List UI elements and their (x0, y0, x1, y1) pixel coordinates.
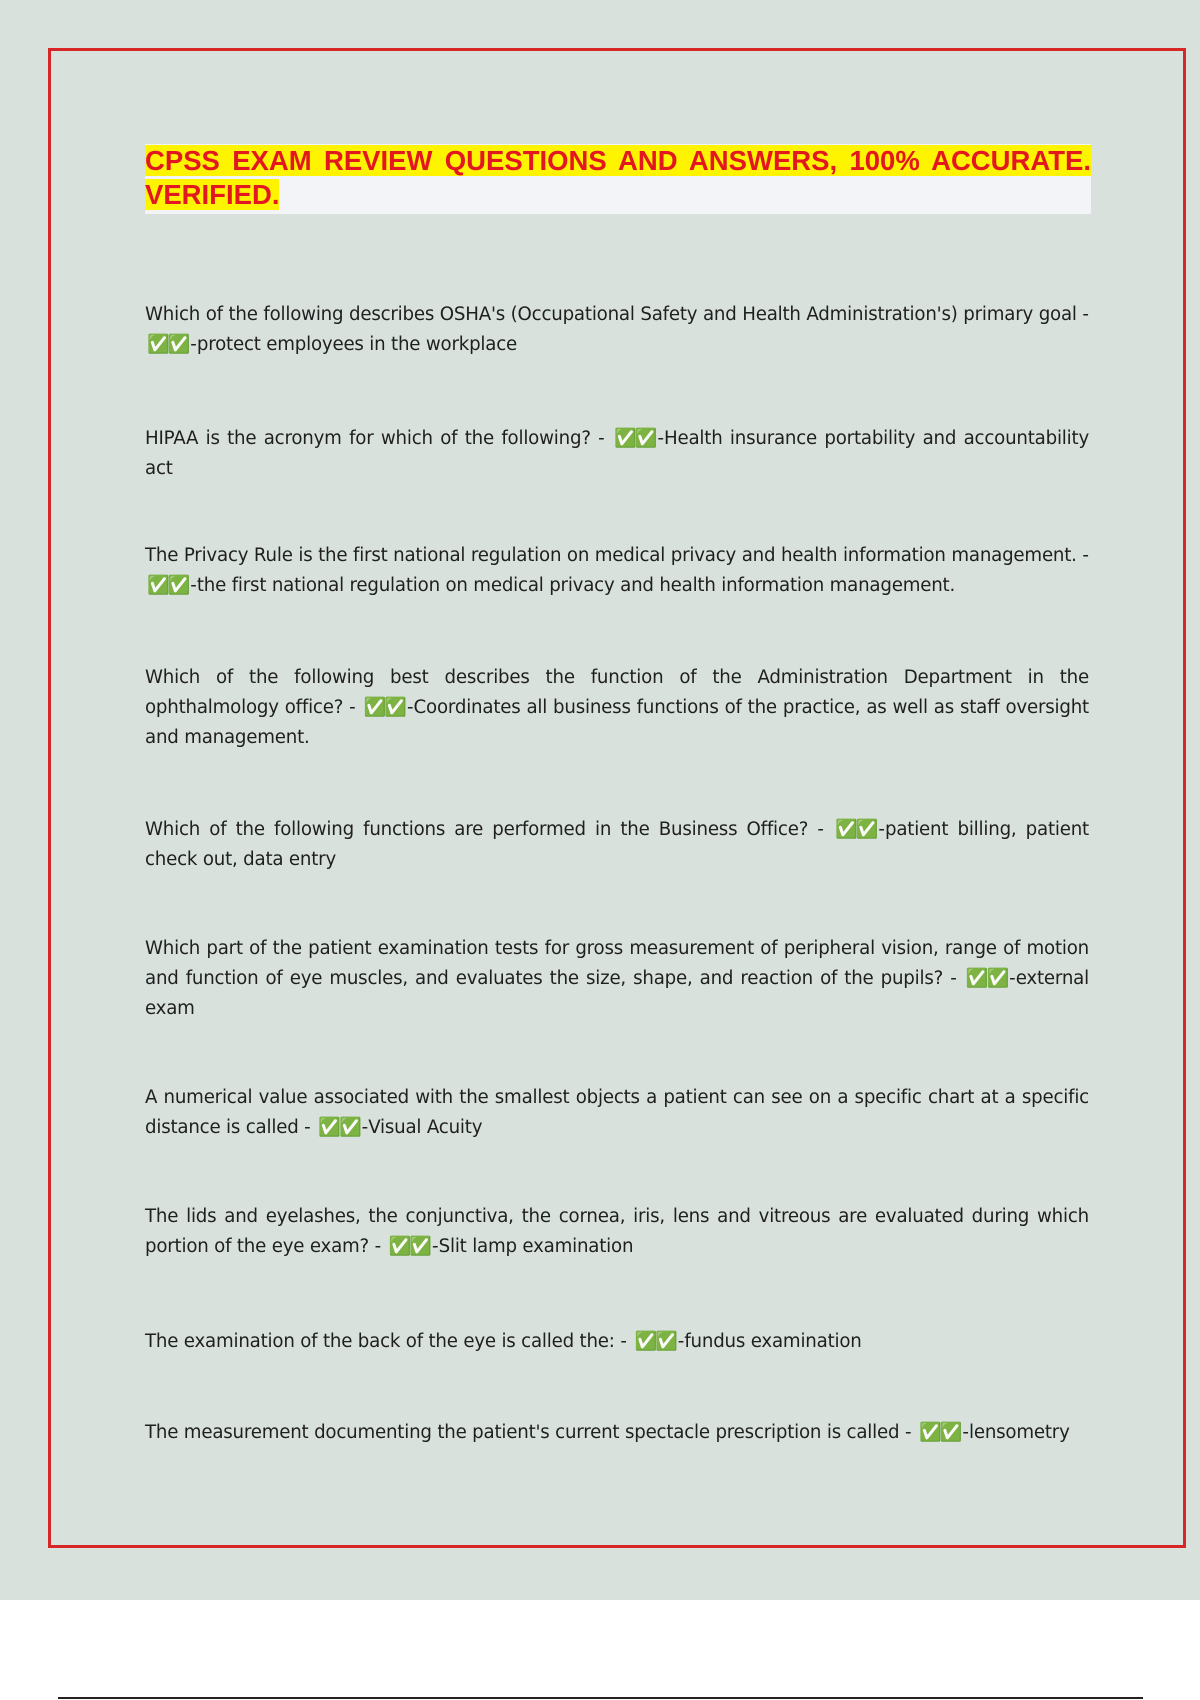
separator: - (1082, 545, 1089, 566)
question-text: Which part of the patient examination tests for gross measurement of peripheral vision, range of motion and function of eye muscles, and evaluates the size, shape, and reaction of the pupils? (145, 938, 1089, 989)
double-checkmark-icon: ✅✅ (318, 1117, 360, 1138)
double-checkmark-icon: ✅✅ (835, 819, 877, 840)
answer-text: Health insurance portability and accountability act (145, 428, 1090, 479)
separator: - (878, 819, 885, 840)
separator: - (1082, 304, 1089, 325)
separator: - (817, 819, 824, 840)
double-checkmark-icon: ✅✅ (363, 697, 405, 718)
answer-text: external exam (145, 968, 1089, 1019)
qa-item-visual-acuity (145, 1083, 1089, 1143)
footer-rule (58, 1697, 1143, 1699)
double-checkmark-icon: ✅✅ (634, 1331, 676, 1352)
question-text: HIPAA is the acronym for which of the following? (145, 428, 591, 449)
separator: - (361, 1117, 369, 1138)
answer-text: the first national regulation on medical privacy and health information management. (196, 575, 956, 596)
question-text: The measurement documenting the patient's current spectacle prescription is called (145, 1422, 900, 1443)
double-checkmark-icon: ✅✅ (919, 1422, 961, 1443)
separator: - (904, 1422, 912, 1443)
answer-text: Visual Acuity (368, 1117, 483, 1138)
title-block (145, 144, 1091, 214)
qa-item-external-exam (145, 934, 1089, 1024)
separator: - (349, 697, 356, 718)
qa-item-administration (145, 663, 1089, 753)
question-text: The Privacy Rule is the first national regulation on medical privacy and health information management. (145, 545, 1077, 566)
separator: - (657, 428, 665, 449)
double-checkmark-icon: ✅✅ (965, 968, 1008, 989)
double-checkmark-icon: ✅✅ (614, 428, 656, 449)
double-checkmark-icon: ✅✅ (388, 1236, 431, 1257)
answer-text: protect employees in the workplace (196, 334, 518, 355)
qa-item-privacy-rule (145, 541, 1089, 601)
question-text: The examination of the back of the eye is called the: (145, 1331, 615, 1352)
question-text: Which of the following best describes the function of the Administration Department in the ophthalmology office? (145, 667, 1089, 718)
qa-item-osha (145, 300, 1089, 360)
separator: - (620, 1331, 627, 1352)
separator: - (190, 575, 197, 596)
page-border-frame (48, 48, 1186, 1548)
qa-item-lensometry (145, 1418, 1089, 1448)
question-text: Which of the following functions are performed in the Business Office? (145, 819, 809, 840)
answer-text: patient billing, patient check out, data entry (145, 819, 1089, 870)
separator: - (406, 697, 414, 718)
double-checkmark-icon: ✅✅ (147, 334, 189, 355)
separator: - (962, 1422, 969, 1443)
separator: - (1009, 968, 1016, 989)
answer-text: Slit lamp examination (438, 1236, 634, 1257)
qa-item-hipaa (145, 424, 1089, 484)
separator: - (190, 334, 197, 355)
separator: - (950, 968, 957, 989)
question-text: The lids and eyelashes, the conjunctiva, the cornea, iris, lens and vitreous are evaluated during which portion of the eye exam? (145, 1206, 1089, 1257)
qa-item-fundus (145, 1327, 1089, 1357)
question-text: Which of the following describes OSHA's (Occupational Safety and Health Administration's) primary goal (145, 304, 1077, 325)
separator: - (432, 1236, 439, 1257)
separator: - (677, 1331, 685, 1352)
question-text: A numerical value associated with the smallest objects a patient can see on a specific chart at a specific distance is called (145, 1087, 1089, 1138)
answer-text: Coordinates all business functions of the practice, as well as staff oversight and management. (145, 697, 1089, 748)
document-title-text: CPSS EXAM REVIEW QUESTIONS AND ANSWERS, 100% ACCURATE. VERIFIED. (145, 145, 1091, 210)
double-checkmark-icon: ✅✅ (147, 575, 189, 596)
answer-text: lensometry (968, 1422, 1070, 1443)
separator: - (374, 1236, 382, 1257)
document-title (145, 144, 1091, 212)
qa-item-business-office (145, 815, 1089, 875)
qa-item-slit-lamp (145, 1202, 1089, 1262)
separator: - (304, 1117, 311, 1138)
separator: - (598, 428, 605, 449)
answer-text: fundus examination (684, 1331, 862, 1352)
